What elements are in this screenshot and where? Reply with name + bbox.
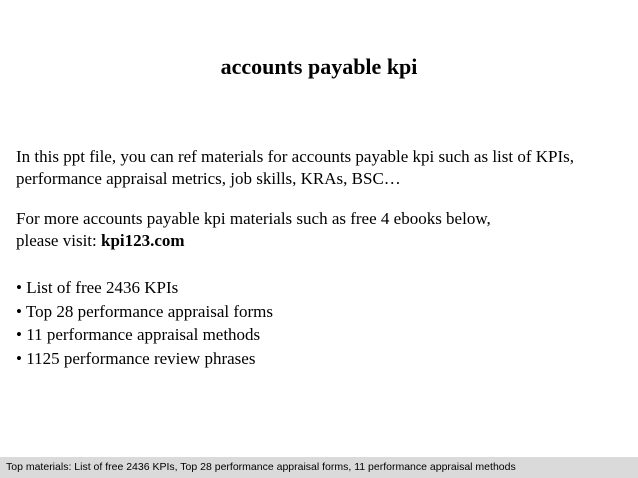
more-paragraph	[16, 208, 626, 252]
list-item: • List of free 2436 KPIs	[16, 278, 179, 297]
more-line-1: For more accounts payable kpi materials such as free 4 ebooks below,	[16, 209, 491, 228]
footer-bar: Top materials: List of free 2436 KPIs, Top 28 performance appraisal forms, 11 performance appraisal methods	[0, 457, 638, 478]
list-item: • Top 28 performance appraisal forms	[16, 301, 274, 321]
visit-prefix: please visit:	[16, 231, 101, 250]
list-item: • 11 performance appraisal methods	[16, 325, 261, 344]
list-item: • 1125 performance review phrases	[16, 348, 256, 368]
slide-title: accounts payable kpi	[220, 54, 418, 79]
materials-list	[16, 276, 273, 370]
intro-line-1: In this ppt file, you can ref materials for accounts payable kpi such as list of KPIs,	[16, 147, 575, 166]
intro-paragraph	[16, 146, 626, 190]
intro-line-2: performance appraisal metrics, job skills, KRAs, BSC…	[16, 169, 401, 188]
site-link[interactable]: kpi123.com	[100, 231, 185, 250]
visit-line	[16, 230, 626, 252]
